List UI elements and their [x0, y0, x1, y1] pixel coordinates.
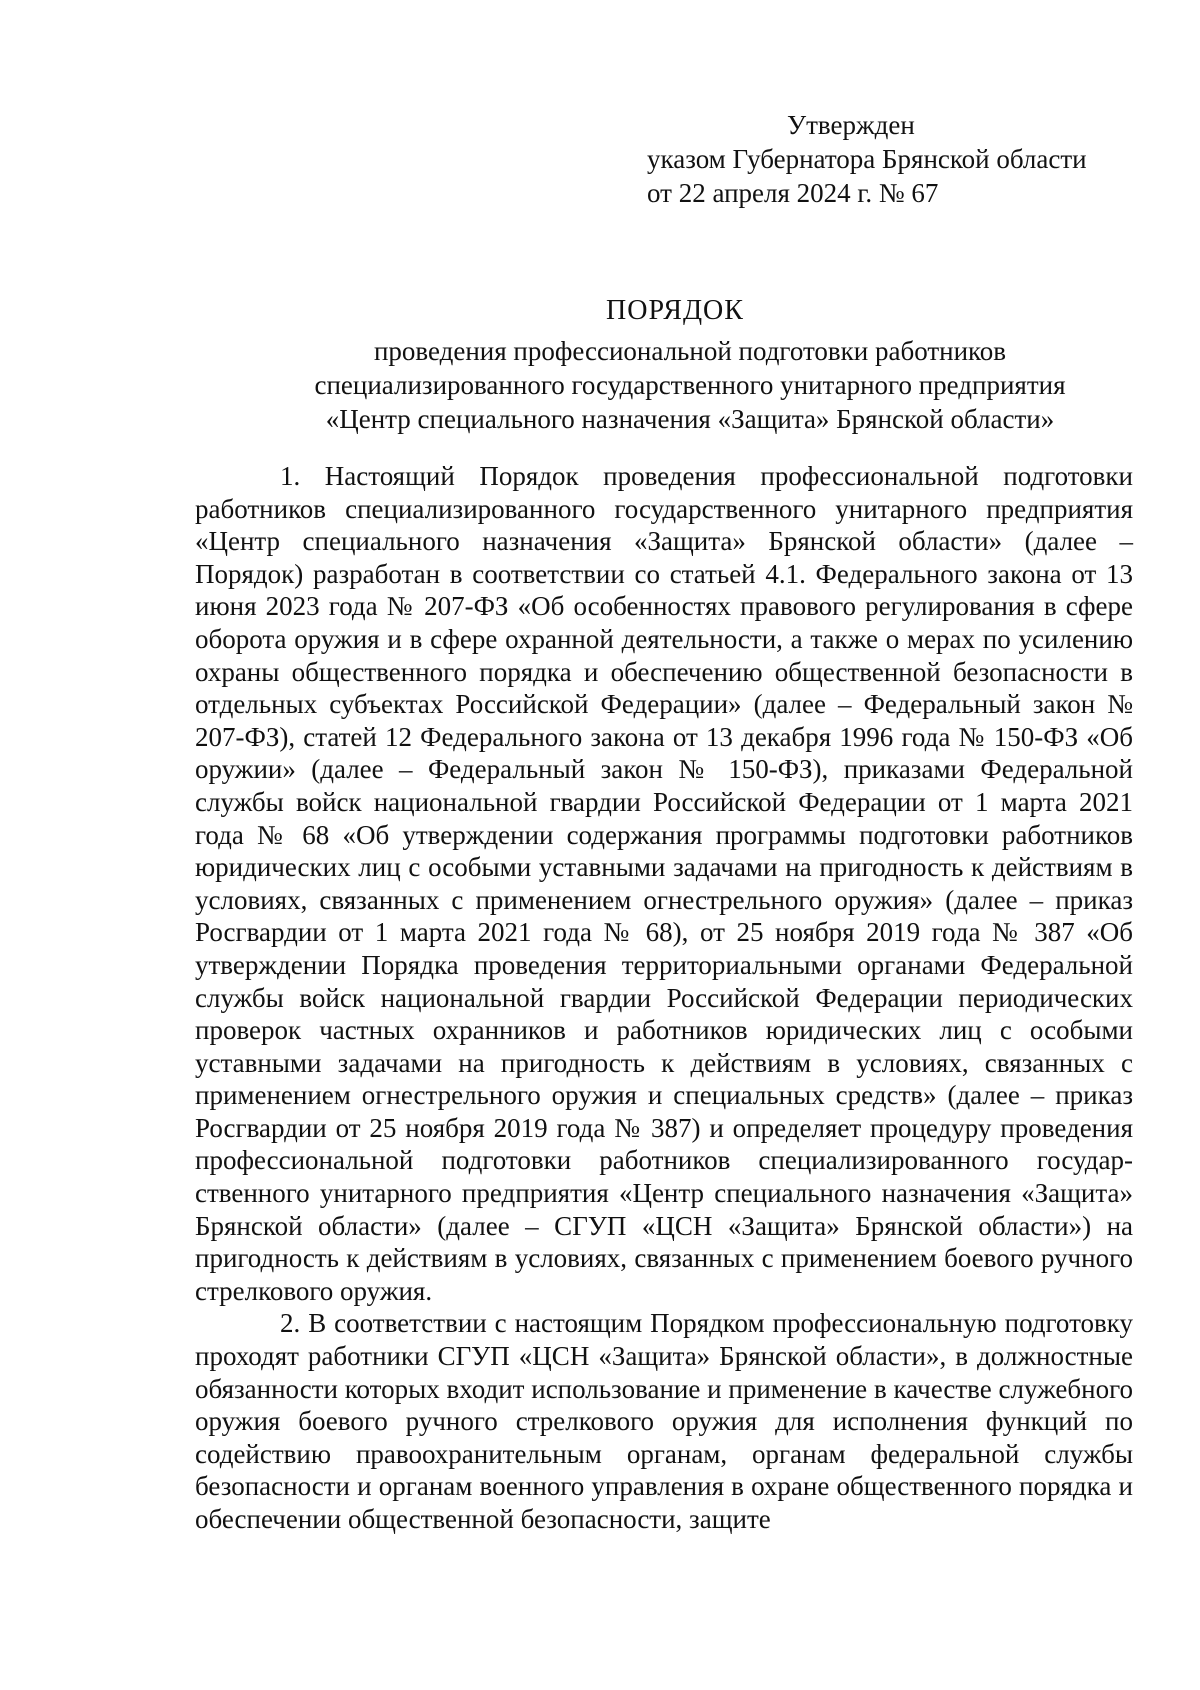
- approval-line-approved: Утвержден: [787, 110, 915, 140]
- subtitle-line-3: «Центр специального назначения «Защита» Брянской области»: [325, 404, 1055, 434]
- document-subtitle: [250, 334, 1130, 436]
- subtitle-line-1: проведения профессиональной подготовки работников: [373, 336, 1007, 366]
- paragraph-2: 2. В соответствии с настоящим Порядком профессиональную подготовку проходят работники СГУП «ЦСН «Защита» Брянской области», в должностные обязанности которых входит использование и применение в качестве служебного оружия боевого ручного стрелкового оружия для исполнения функций по содействию правоохранительным органам, органам федеральной службы безопасности и органам военного управления в охране общественного порядка и обеспечении общественной безопасности, защите: [195, 1308, 1133, 1534]
- approval-line-date: от 22 апреля 2024 г. № 67: [647, 178, 939, 208]
- document-title: ПОРЯДОК: [606, 295, 744, 326]
- subtitle-line-2: специализированного государственного унитарного предприятия: [314, 370, 1066, 400]
- approval-stamp: [647, 108, 1127, 210]
- paragraph-1: 1. Настоящий Порядок проведения профессиональной подготовки работников специализированного государственного унитарного предприятия «Центр специального назначения «Защита» Брянской области» (далее – Порядок) разработан в соответствии со статьей 4.1. Федерального закона от 13 июня 2023 года № 207-ФЗ «Об особенностях правового регулирования в сфере оборота оружия и в сфере охранной деятельности, а также о мерах по усилению охраны общественного порядка и обеспечению общественной безопасности в отдельных субъектах Российской Федерации» (далее – Федеральный закон № 207-ФЗ), статей 12 Федерального закона от 13 декабря 1996 года № 150-ФЗ «Об оружии» (далее – Федеральный закон № 150-ФЗ), приказами Федеральной службы войск национальной гвардии Российской Федерации от 1 марта 2021 года № 68 «Об утверждении содержания программы подготовки работников юридических лиц с особыми уставными задачами на пригодность к действиям в условиях, связанных с применением огнестрельного оружия» (далее – приказ Росгвардии от 1 марта 2021 года № 68), от 25 ноября 2019 года № 387 «Об утверждении Порядка проведения территориальными органами Федеральной службы войск национальной гвардии Российской Федерации периодических проверок частных охранников и работников юридических лиц с особыми уставными задачами на пригодность к действиям в условиях, связанных с применением огнестрельного оружия и специальных средств» (далее – приказ Росгвардии от 25 ноября 2019 года № 387) и определяет процедуру проведения профессиональной подготовки работников специализированного государственного унитарного предприятия «Центр специального назначения «Защита» Брянской области» (далее – СГУП «ЦСН «Защита» Брянской области») на пригодность к действиям в условиях, связанных с применением боевого ручного стрелкового оружия.: [195, 461, 1133, 1306]
- approval-line-decree: указом Губернатора Брянской области: [647, 144, 1087, 174]
- document-body: [195, 460, 1133, 1536]
